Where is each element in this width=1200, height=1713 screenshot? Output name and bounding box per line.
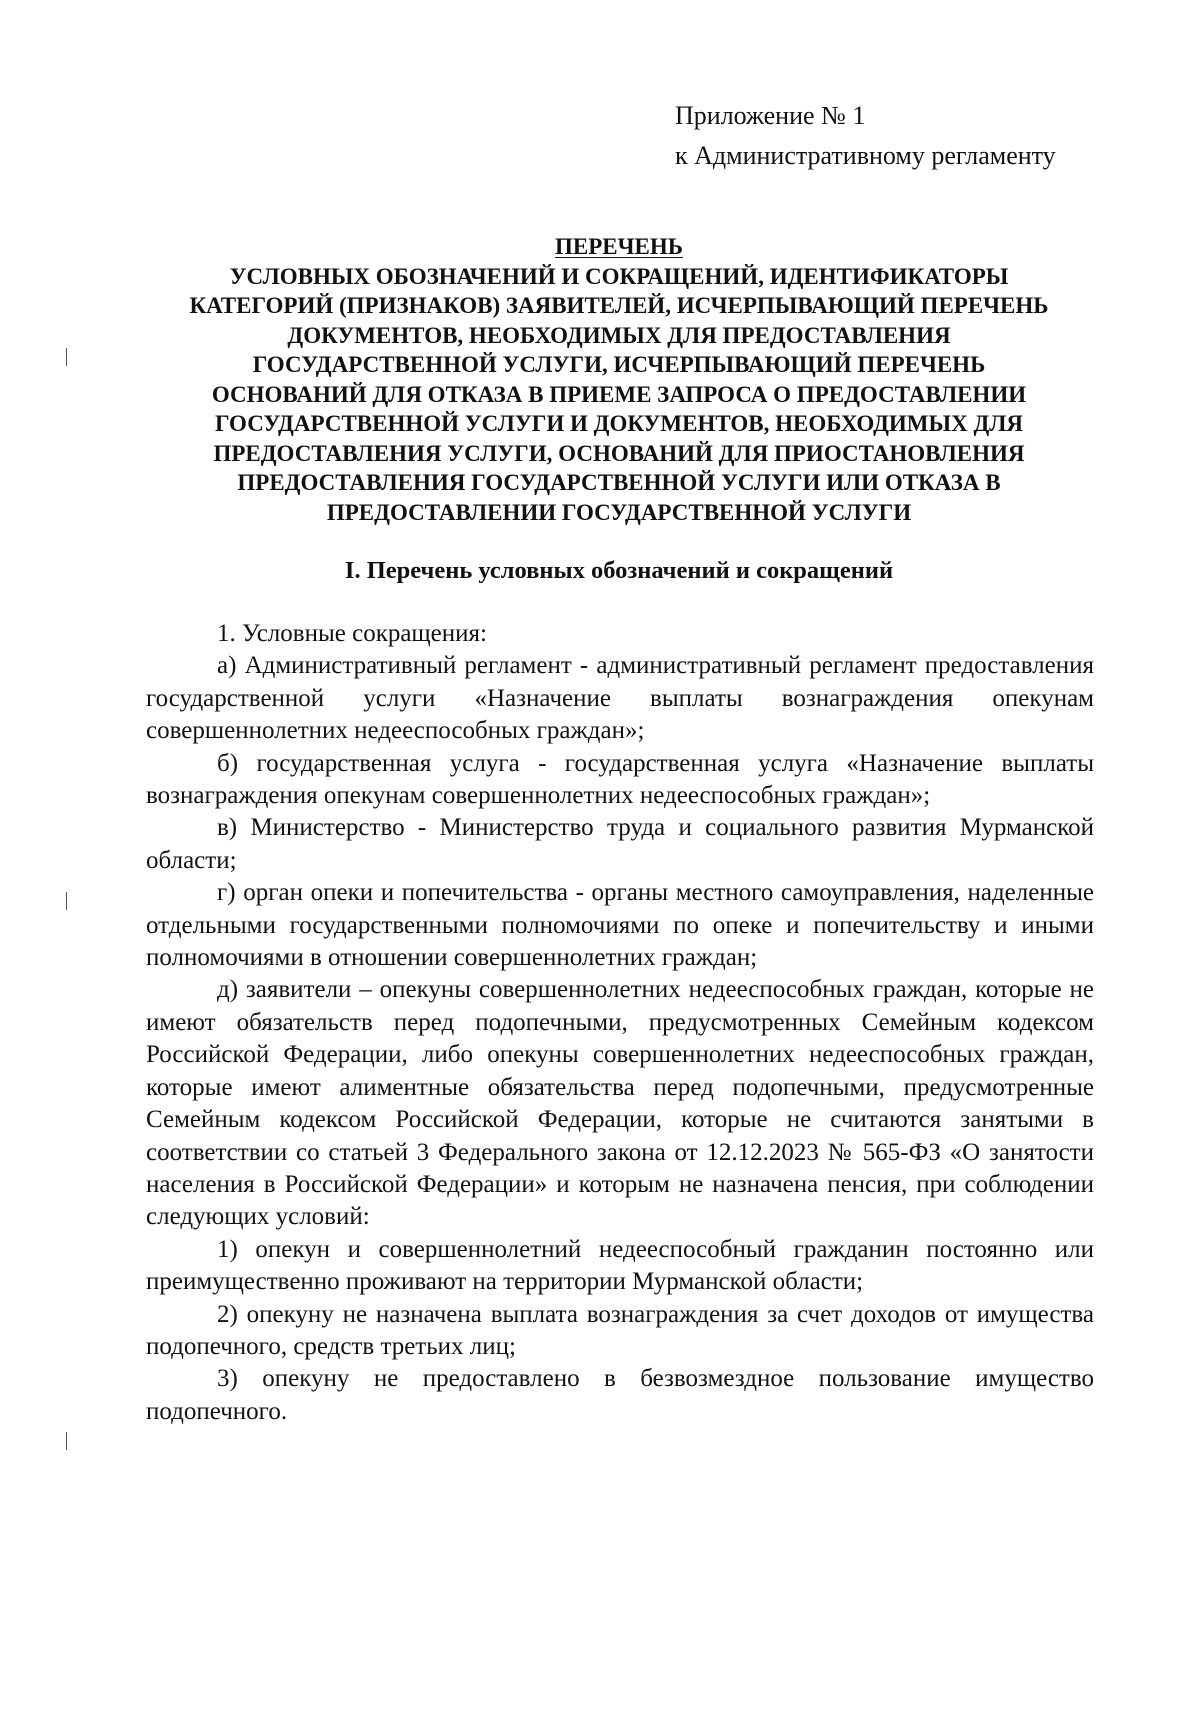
margin-scan-mark — [66, 348, 67, 366]
paragraph-item-v: в) Министерство - Министерство труда и социального развития Мурманской области; — [146, 814, 1094, 874]
paragraph-item-g: г) орган опеки и попечительства - органы местного самоуправления, наделенные отдельными государственными полномочиями по опеке и попечительству и иными полномочиями в отношении совершеннолетних граждан; — [146, 879, 1094, 972]
document-title — [142, 232, 1096, 527]
paragraph-condition-1: 1) опекун и совершеннолетний недееспособный гражданин постоянно или преимущественно проживают на территории Мурманской области; — [146, 1235, 1094, 1296]
title-line: ПРЕДОСТАВЛЕНИЯ ГОСУДАРСТВЕННОЙ УСЛУГИ ИЛИ ОТКАЗА В — [237, 470, 1001, 495]
title-line: ГОСУДАРСТВЕННОЙ УСЛУГИ И ДОКУМЕНТОВ, НЕОБХОДИМЫХ ДЛЯ — [214, 411, 1024, 436]
paragraph-item-b: б) государственная услуга - государственная услуга «Назначение выплаты вознаграждения опекунам совершеннолетних недееспособных граждан»; — [146, 749, 1094, 810]
title-word: ПЕРЕЧЕНЬ — [555, 234, 683, 259]
paragraph-condition-2: 2) опекуну не назначена выплата вознаграждения за счет доходов от имущества подопечного, средств третьих лиц; — [146, 1300, 1094, 1360]
title-line: ГОСУДАРСТВЕННОЙ УСЛУГИ, ИСЧЕРПЫВАЮЩИЙ ПЕРЕЧЕНЬ — [252, 352, 986, 377]
paragraph-item-d: д) заявители – опекуны совершеннолетних недееспособных граждан, которые не имеют обязательств перед подопечными, предусмотренных Семейным кодексом Российской Федерации, либо опекуны совершеннолетних недееспособных граждан, которые имеют алиментные обязательства перед подопечными, предусмотренные Семейным кодексом Российской Федерации, которые не считаются занятыми в соответствии со статьей 3 Федерального закона от 12.12.2023 № 565-ФЗ «О занятости населения в Российской Федерации» и которым не назначена пенсия, при соблюдении следующих условий: — [146, 976, 1094, 1231]
paragraph-condition-3: 3) опекуну не предоставлено в безвозмездное пользование имущество подопечного. — [146, 1365, 1094, 1425]
appendix-regulation-reference: к Административному регламенту — [675, 141, 1056, 170]
appendix-number: Приложение № 1 — [675, 101, 866, 130]
title-line: ПРЕДОСТАВЛЕНИИ ГОСУДАРСТВЕННОЙ УСЛУГИ — [326, 499, 912, 525]
margin-scan-mark — [66, 892, 67, 910]
appendix-reference — [675, 96, 1135, 176]
paragraph-abbreviations-intro: 1. Условные сокращения: — [217, 620, 487, 647]
section-heading: I. Перечень условных обозначений и сокращений — [344, 557, 894, 584]
title-line: ОСНОВАНИЙ ДЛЯ ОТКАЗА В ПРИЕМЕ ЗАПРОСА О ПРЕДОСТАВЛЕНИИ — [211, 381, 1027, 407]
document-body — [146, 618, 1094, 1428]
title-line: ДОКУМЕНТОВ, НЕОБХОДИМЫХ ДЛЯ ПРЕДОСТАВЛЕНИЯ — [287, 322, 951, 348]
margin-scan-mark — [66, 1432, 67, 1450]
title-line: УСЛОВНЫХ ОБОЗНАЧЕНИЙ И СОКРАЩЕНИЙ, ИДЕНТИФИКАТОРЫ — [229, 263, 1009, 289]
title-line: ПРЕДОСТАВЛЕНИЯ УСЛУГИ, ОСНОВАНИЙ ДЛЯ ПРИОСТАНОВЛЕНИЯ — [213, 440, 1025, 466]
paragraph-item-a: а) Административный регламент - административный регламент предоставления государственной услуги «Назначение выплаты вознаграждения опекунам совершеннолетних недееспособных граждан»; — [146, 652, 1094, 745]
title-line: КАТЕГОРИЙ (ПРИЗНАКОВ) ЗАЯВИТЕЛЕЙ, ИСЧЕРПЫВАЮЩИЙ ПЕРЕЧЕНЬ — [189, 293, 1049, 318]
